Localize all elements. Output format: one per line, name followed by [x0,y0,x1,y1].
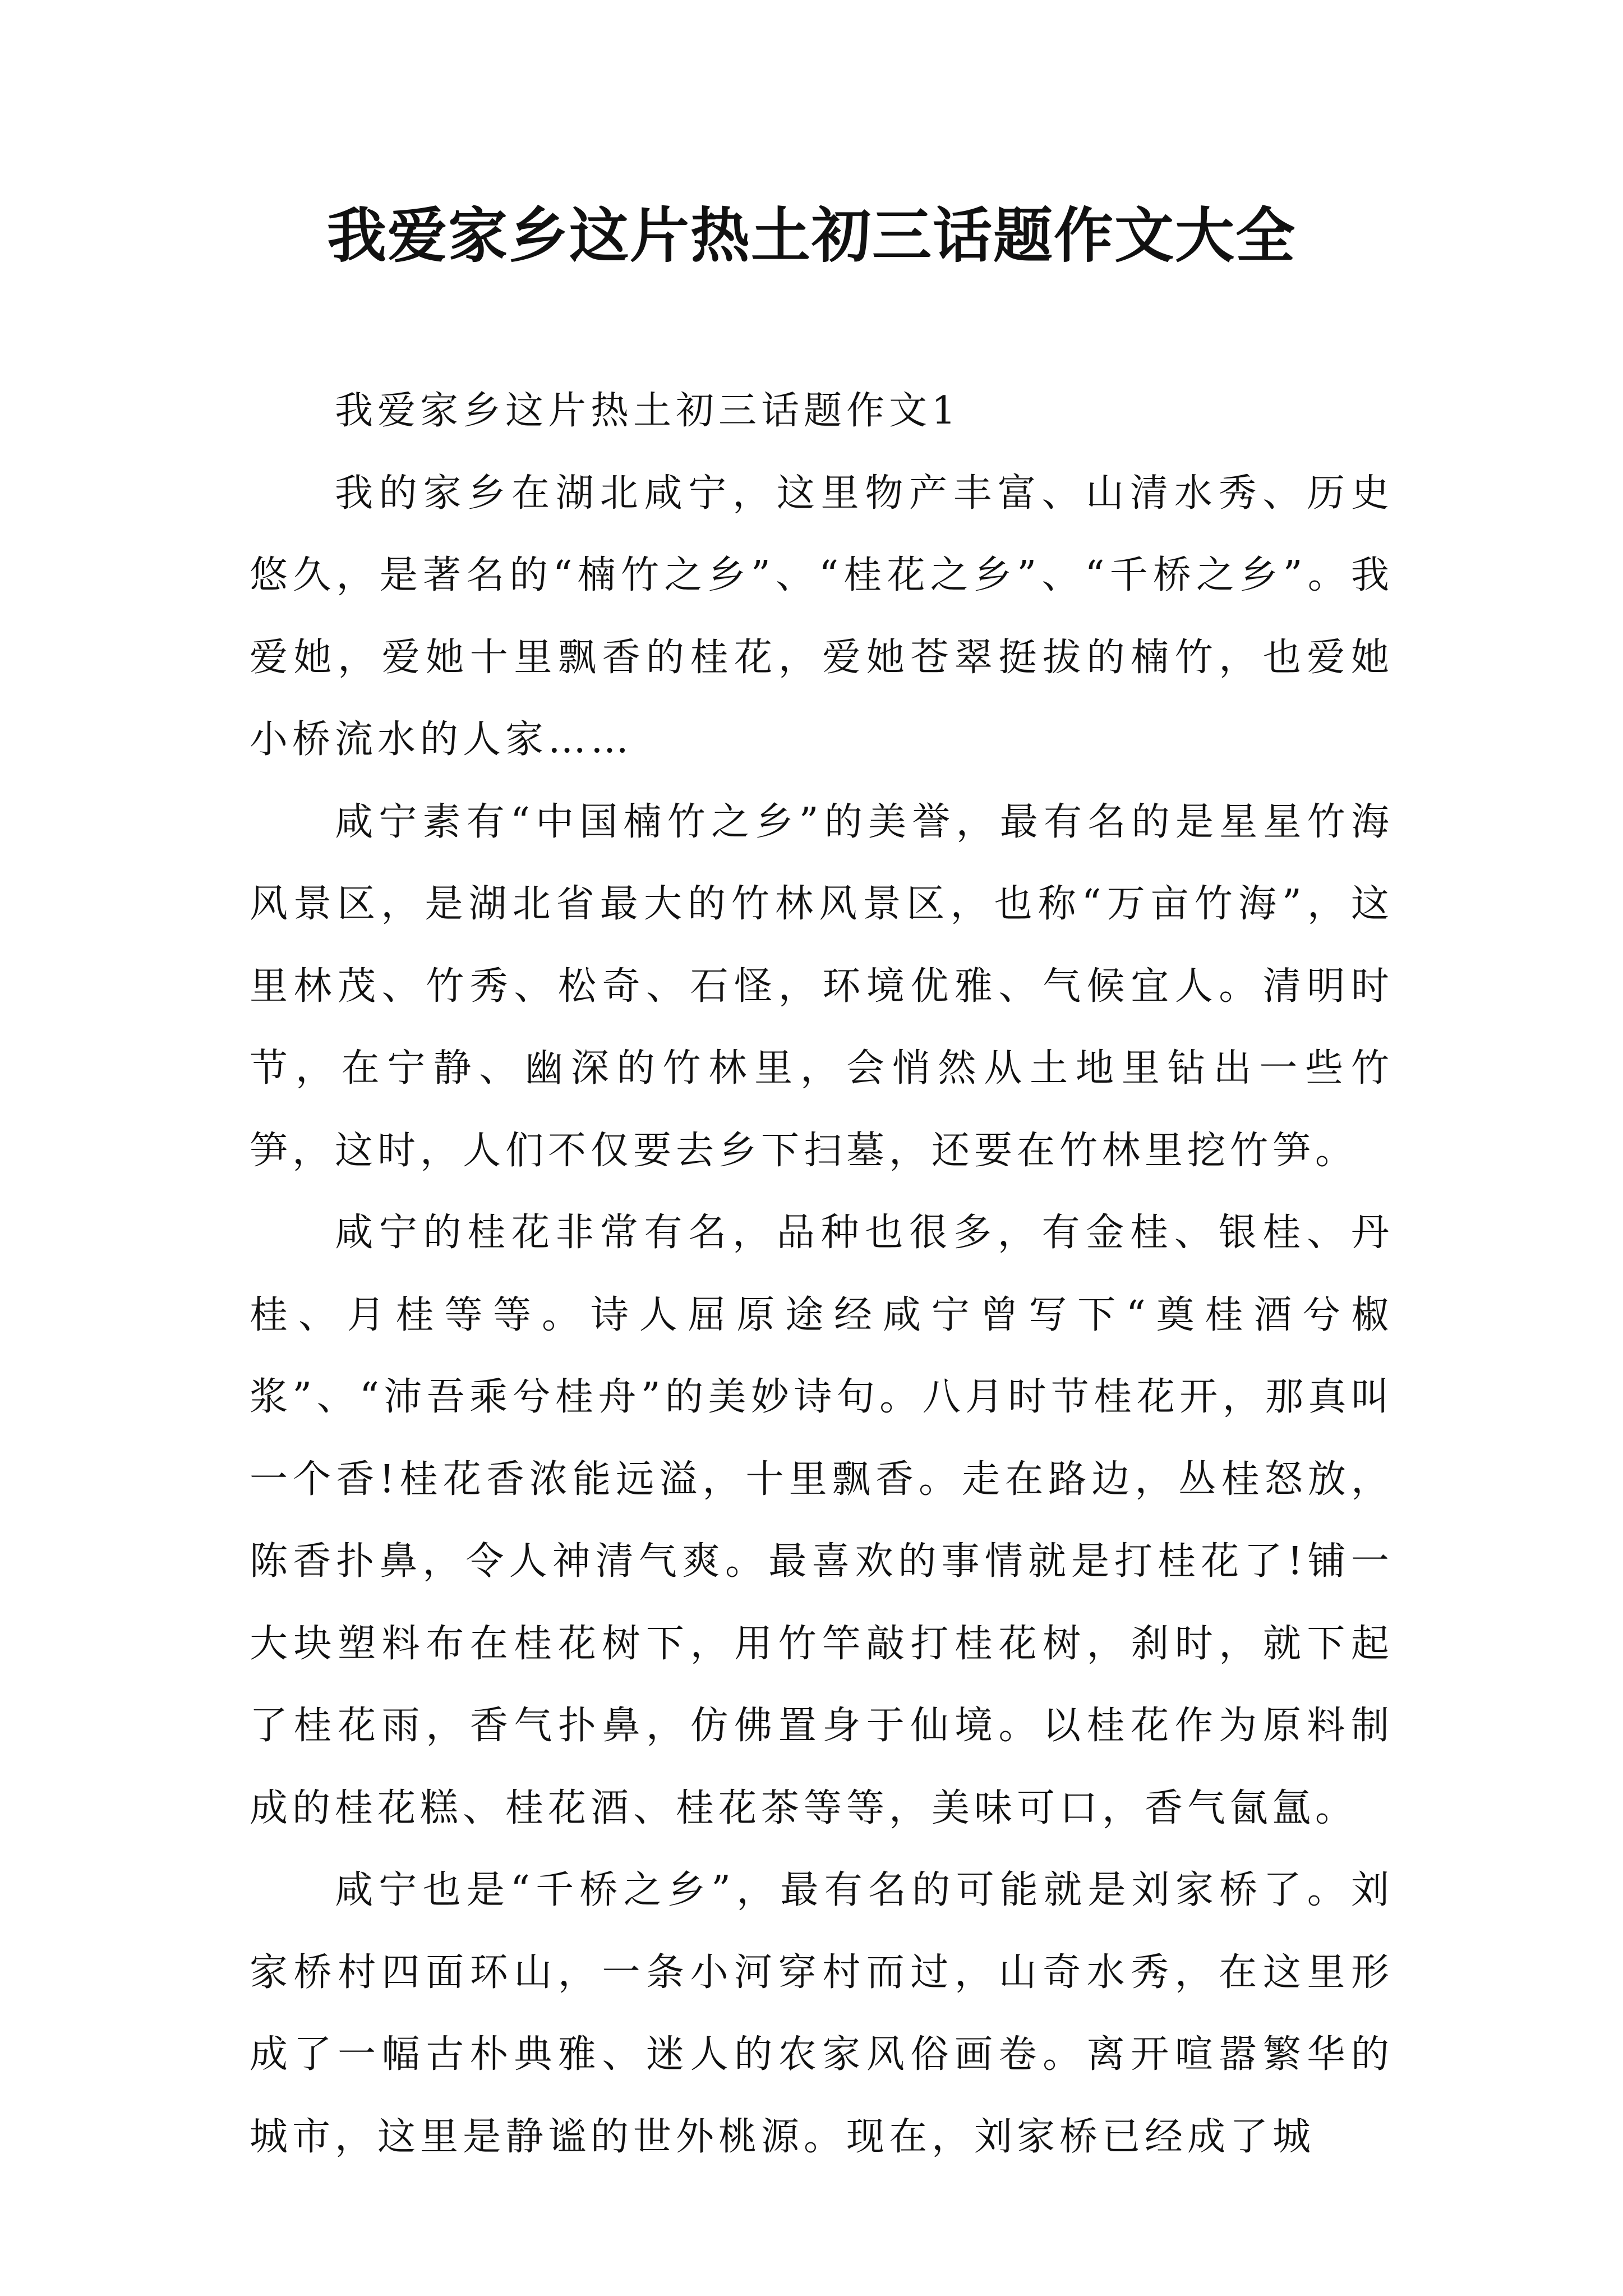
paragraph: 咸宁也是“千桥之乡”，最有名的可能就是刘家桥了。刘家桥村四面环山，一条小河穿村而过，山奇水秀，在这里形成了一幅古朴典雅、迷人的农家风俗画卷。离开喧嚣繁华的城市，这里是静谧的世外桃源。现在，刘家桥已经成了城 [250,1868,1394,2159]
paragraph: 咸宁的桂花非常有名，品种也很多，有金桂、银桂、丹桂、月桂等等。诗人屈原途经咸宁曾写下“奠桂酒兮椒浆”、“沛吾乘兮桂舟”的美妙诗句。八月时节桂花开，那真叫一个香!桂花香浓能远溢，十里飘香。走在路边，丛桂怒放，陈香扑鼻，令人神清气爽。最喜欢的事情就是打桂花了!铺一大块塑料布在桂花树下，用竹竿敲打桂花树，刹时，就下起了桂花雨，香气扑鼻，仿佛置身于仙境。以桂花作为原料制成的桂花糕、桂花酒、桂花茶等等，美味可口，香气氤氲。 [250,1211,1394,1830]
document-body [250,370,1394,2178]
paragraph: 我的家乡在湖北咸宁，这里物产丰富、山清水秀、历史悠久，是著名的“楠竹之乡”、“桂花之乡”、“千桥之乡”。我爱她，爱她十里飘香的桂花，爱她苍翠挺拔的楠竹，也爱她小桥流水的人家…… [250,471,1394,762]
section-heading: 我爱家乡这片热土初三话题作文1 [335,389,961,433]
document-title: 我爱家乡这片热土初三话题作文大全 [327,200,1296,270]
paragraph: 咸宁素有“中国楠竹之乡”的美誉，最有名的是星星竹海风景区，是湖北省最大的竹林风景区，也称“万亩竹海”，这里林茂、竹秀、松奇、石怪，环境优雅、气候宜人。清明时节，在宁静、幽深的竹林里，会悄然从土地里钻出一些竹笋，这时，人们不仅要去乡下扫墓，还要在竹林里挖竹笋。 [250,799,1394,1173]
